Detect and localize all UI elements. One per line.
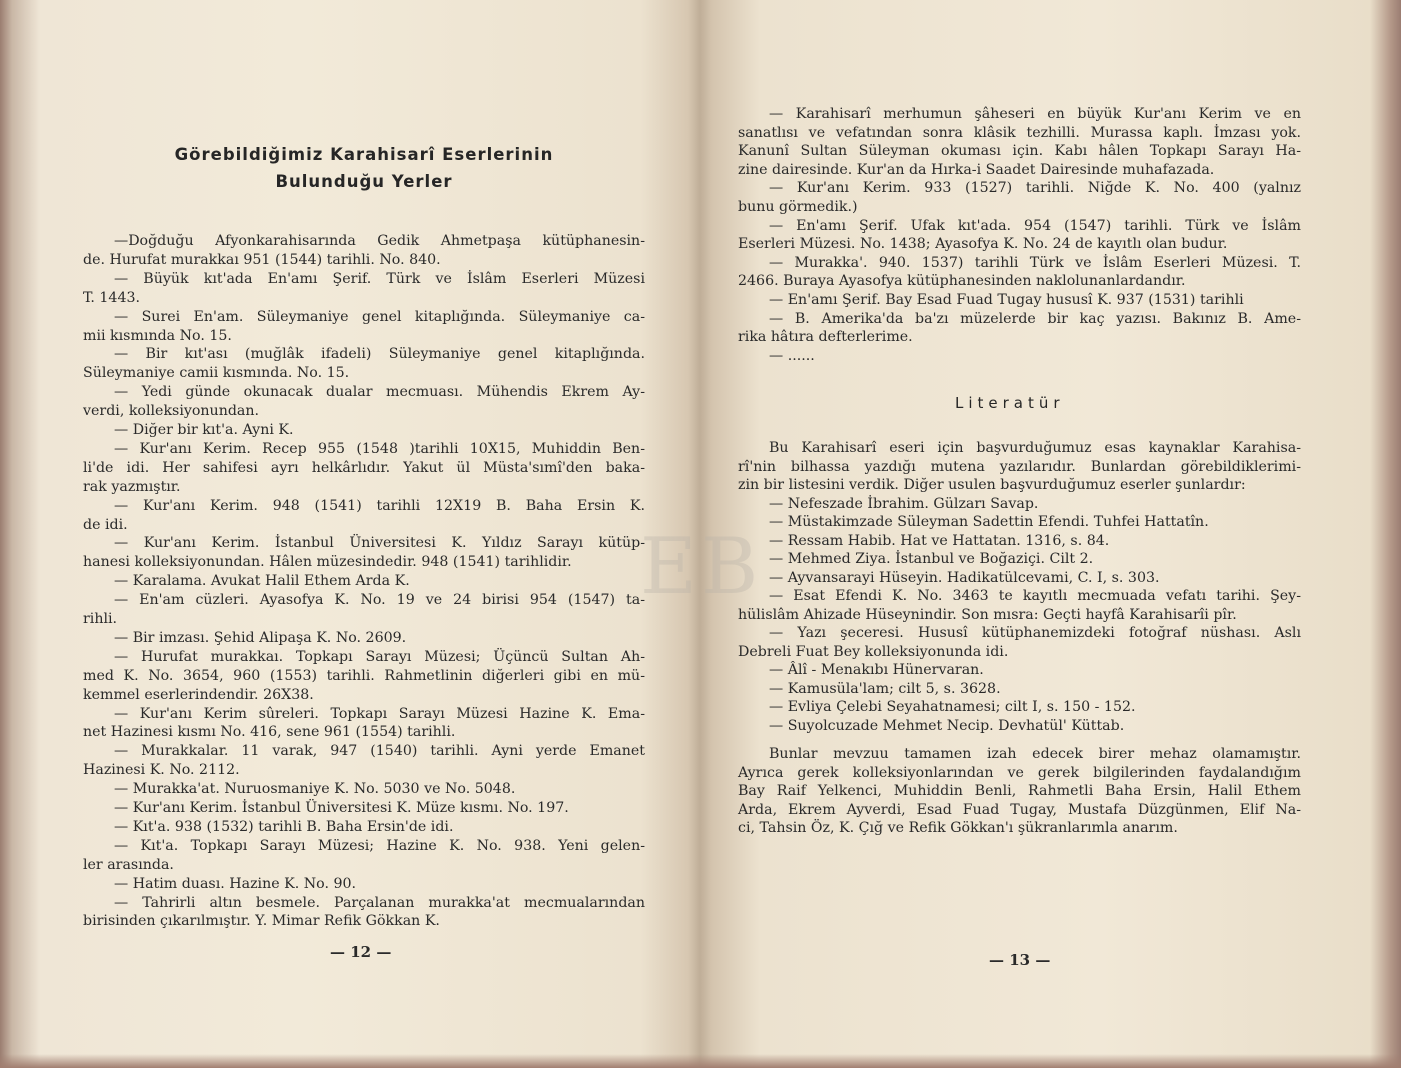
text-line: T. 1443. [83, 289, 141, 306]
text-line: rika hâtıra defterlerime. [738, 329, 913, 346]
left-page [0, 0, 700, 1068]
text-line: — En'amı Şerif. Bay Esad Fuad Tugay hususî K. 937 (1531) tarihli [769, 292, 1244, 308]
text-line: Eserleri Müzesi. No. 1438; Ayasofya K. No. 24 de kayıtlı olan budur. [738, 236, 1228, 253]
text-line: — Bir imzası. Şehid Alipaşa K. No. 2609. [114, 629, 407, 646]
text-line: — Yazı şeceresi. Hususî kütüphanemizdeki fotoğraf nüshası. Aslı [769, 625, 1301, 641]
text-line: — Karahisarî merhumun şâheseri en büyük Kur'anı Kerim ve en [769, 106, 1301, 122]
text-line: — Kur'anı Kerim. Recep 955 (1548 )tarihli 10X15, Muhiddin Ben- [114, 440, 645, 457]
text-line: Süleymaniye camii kısmında. No. 15. [83, 365, 350, 382]
text-line: — Büyük kıt'ada En'amı Şerif. Türk ve İslâm Eserleri Müzesi [114, 270, 645, 287]
text-line: bunu görmedik.) [738, 199, 858, 215]
text-line: med K. No. 3654, 960 (1553) tarihli. Rahmetlinin diğerleri gibi en mü- [83, 667, 645, 684]
text-line: de. Hurufat murakkaı 951 (1544) tarihli. No. 840. [83, 251, 441, 268]
text-line: net Hazinesi kısmı No. 416, sene 961 (1554) tarihli. [83, 724, 456, 741]
right-page [700, 0, 1401, 1068]
watermark: EB [640, 522, 763, 612]
text-line: 2466. Buraya Ayasofya kütüphanesinden naklolunanlardandır. [738, 273, 1186, 290]
text-line: Bunlar mevzuu tamamen izah edecek birer mehaz olamamıştır. [769, 746, 1301, 762]
page-number: — 13 — [989, 951, 1051, 969]
text-line: — Bir kıt'ası (muğlâk ifadeli) Süleymaniye genel kitaplığında. [114, 346, 645, 363]
text-line: ci, Tahsin Öz, K. Çığ ve Refik Gökkan'ı şükranlarımla anarım. [738, 820, 1178, 836]
text-line: zin bir listesini verdik. Diğer usulen başvurduğumuz eserler şunlardır: [738, 477, 1246, 493]
text-line: rihli. [83, 611, 118, 627]
text-line: de idi. [83, 516, 128, 533]
text-line: — Karalama. Avukat Halil Ethem Arda K. [114, 573, 410, 590]
text-line: — Murakka'at. Nuruosmaniye K. No. 5030 ve No. 5048. [114, 781, 516, 798]
text-line: — Yedi günde okunacak dualar mecmuası. Mühendis Ekrem Ay- [114, 384, 645, 401]
text-line: — Diğer bir kıt'a. Ayni K. [114, 422, 294, 438]
page-subtitle: Bulunduğu Yerler [275, 172, 453, 191]
page-title: Görebildiğimiz Karahisarî Eserlerinin [174, 145, 554, 164]
text-line: ler arasında. [83, 856, 174, 873]
text-line: — En'am cüzleri. Ayasofya K. No. 19 ve 24 birisi 954 (1547) ta- [114, 592, 645, 609]
text-line: — Kıt'a. 938 (1532) tarihli B. Baha Ersin'de idi. [114, 818, 454, 835]
text-line: Bay Raif Yelkenci, Muhiddin Benli, Rahmetli Baha Ersin, Halil Ethem [738, 783, 1301, 799]
text-line: — Nefeszade İbrahim. Gülzarı Savap. [769, 495, 1039, 512]
text-line: — Ressam Habib. Hat ve Hattatan. 1316, s. 84. [769, 532, 1110, 549]
text-line: Debreli Fuat Bey kolleksiyonunda idi. [738, 643, 1009, 660]
text-line: kemmel eserlerindendir. 26X38. [83, 686, 314, 703]
text-line: birisinden çıkarılmıştır. Y. Mimar Refik Gökkan K. [83, 913, 440, 930]
text-line: — Ayvansarayi Hüseyin. Hadikatülcevami, C. I, s. 303. [769, 569, 1160, 586]
text-line: — Kur'anı Kerim. 948 (1541) tarihli 12X19 B. Baha Ersin K. [114, 497, 645, 514]
text-line: li'de idi. Her sahifesi ayrı helkârlıdır. Yakut ül Müsta'sımî'den baka- [83, 459, 645, 476]
text-line: Hazinesi K. No. 2112. [83, 762, 240, 779]
text-line: —Doğduğu Afyonkarahisarında Gedik Ahmetpaşa kütüphanesin- [114, 233, 645, 249]
text-line: — Murakka'. 940. 1537) tarihli Türk ve İslâm Eserleri Müzesi. T. [769, 254, 1301, 271]
text-line: hanesi kolleksiyonundan. Hâlen müzesindedir. 948 (1541) tarihlidir. [83, 554, 572, 571]
text-line: — ...... [769, 347, 815, 364]
text-line: — Kur'anı Kerim. İstanbul Üniversitesi K. Müze kısmı. No. 197. [114, 800, 569, 816]
text-line: sanatlısı ve vefatından sonra klâsik tezhilli. Murassa kaplı. İmzası yok. [738, 124, 1301, 141]
text-line: — Tahrirli altın besmele. Parçalanan murakka'at mecmualarından [114, 894, 645, 911]
text-line: Bu Karahisarî eseri için başvurduğumuz esas kaynaklar Karahisa- [769, 440, 1301, 456]
text-line: Kanunî Sultan Süleyman okuması için. Kabı hâlen Topkapı Sarayı Ha- [738, 143, 1301, 160]
text-line: — Müstakimzade Süleyman Sadettin Efendi. Tuhfei Hattatîn. [769, 514, 1209, 530]
text-line: — Surei En'am. Süleymaniye genel kitaplığında. Süleymaniye ca- [114, 308, 645, 325]
text-line: zine dairesinde. Kur'an da Hırka-i Saadet Dairesinde muhafazada. [738, 161, 1215, 178]
text-line: — Kamusüla'lam; cilt 5, s. 3628. [769, 680, 1001, 697]
text-line: rak yazmıştır. [83, 478, 181, 495]
text-line: — Kur'anı Kerim. İstanbul Üniversitesi K. Yıldız Sarayı kütüp- [114, 535, 645, 552]
literature-heading: Literatür [955, 394, 1065, 412]
text-line: — B. Amerika'da ba'zı müzelerde bir kaç yazısı. Bakınız B. Ame- [769, 310, 1301, 327]
text-line: rî'nin bilhassa yazdığı mutena yazılarıdır. Bunlardan görebildiklerimi- [738, 458, 1301, 475]
text-line: — Evliya Çelebi Seyahatnamesi; cilt I, s. 150 - 152. [769, 699, 1136, 715]
text-line: — Kur'anı Kerim. 933 (1527) tarihli. Niğde K. No. 400 (yalnız [769, 180, 1301, 197]
text-line: — Âlî - Menakıbı Hünervaran. [769, 662, 984, 678]
text-line: — En'amı Şerif. Ufak kıt'ada. 954 (1547) tarihli. Türk ve İslâm [769, 217, 1301, 234]
text-line: Arda, Ekrem Ayverdi, Esad Fuad Tugay, Mustafa Düzgünmen, Elif Na- [738, 801, 1301, 818]
text-line: — Hatim duası. Hazine K. No. 90. [114, 875, 357, 892]
text-line: — Esat Efendi K. No. 3463 te kayıtlı mecmuada vefatı tarihi. Şey- [769, 588, 1301, 604]
text-line: mii kısmında No. 15. [83, 327, 232, 344]
text-line: — Mehmed Ziya. İstanbul ve Boğaziçi. Cilt 2. [769, 551, 1094, 567]
text-line: verdi, kolleksiyonundan. [83, 403, 260, 420]
text-line: — Suyolcuzade Mehmet Necip. Devhatül' Küttab. [769, 717, 1125, 734]
text-line: — Kıt'a. Topkapı Sarayı Müzesi; Hazine K. No. 938. Yeni gelen- [114, 837, 645, 854]
text-line: — Kur'anı Kerim sûreleri. Topkapı Sarayı Müzesi Hazine K. Ema- [114, 705, 645, 722]
text-line: — Murakkalar. 11 varak, 947 (1540) tarihli. Ayni yerde Emanet [114, 743, 645, 760]
text-line: hülislâm Ahizade Hüseynindir. Son mısra: Geçti hayfâ Karahisarîi pîr. [738, 606, 1237, 623]
page-number: — 12 — [330, 943, 392, 961]
text-line: Ayrıca gerek kolleksiyonlarından ve gerek bilgilerinden faydalandığım [738, 764, 1301, 781]
text-line: — Hurufat murakkaı. Topkapı Sarayı Müzesi; Üçüncü Sultan Ah- [114, 648, 645, 665]
